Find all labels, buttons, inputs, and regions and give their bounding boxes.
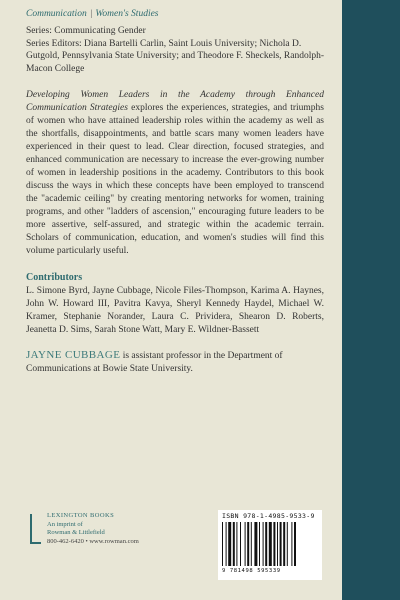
subject-categories (26, 8, 324, 20)
contributors-heading: Contributors (26, 272, 83, 283)
publisher-contact: 800-462-6420 • www.rowman.com (47, 537, 139, 545)
publisher-name: LEXINGTON BOOKS (47, 512, 115, 519)
contributors-list: L. Simone Byrd, Jayne Cubbage, Nicole Files-Thompson, Karima A. Haynes, John W. Howard III, Pavitra Kavya, Sheryl Kennedy Haydel, Michael W. Kramer, Stephanie Norander, Laura C. Prividera, Shearon D. Roberts, Jeanetta D. Sims, Sarah Stone Watt, Mary E. Wildner-Bassett (26, 286, 324, 335)
category-separator: | (89, 9, 93, 19)
book-title: Developing Women Leaders in the Academy through Enhanced Communication Strategies (26, 90, 324, 113)
series-info (26, 25, 324, 75)
publisher-block (30, 512, 170, 546)
barcode-digits: 9 781498 595339 (222, 568, 281, 574)
author-bio (26, 349, 324, 376)
imprint-line-2: Rowman & Littlefield (47, 529, 105, 536)
author-bio-text: is assistant professor in the Department of Communications at Bowie State University. (26, 351, 283, 374)
spine-band (342, 0, 400, 600)
author-name: JAYNE CUBBAGE (26, 349, 121, 361)
isbn-text: ISBN 978-1-4985-9533-9 (222, 512, 315, 520)
cover-content (26, 8, 324, 376)
description-text: explores the experiences, strategies, and triumphs of women who have attained leadership roles within the academy as well as the shortfalls, disappointments, and battle scars many women leaders have experienced in their quest to lead. Clear direction, focused strategies, and enhanced communication are necessary to increase the ever-growing number of women in leadership positions in the academy. Contributors to this book discuss the ways in which these concepts have been employed to transcend the "academic ceiling" by creating mentoring networks for women, training programs, and other "ladders of ascension," encouraging future leaders to be more assertive, self-assured, and strategic within the academic terrain. Scholars of communication, education, and women's studies will find this volume particularly useful. (26, 103, 324, 256)
series-editors: Series Editors: Diana Bartelli Carlin, Saint Louis University; Nichola D. Gutgold, Pennsylvania State University; and Theodore F. Sheckels, Randolph-Macon College (26, 38, 325, 74)
publisher-logo-icon (30, 514, 41, 544)
barcode-block (218, 510, 322, 580)
category-primary: Communication (26, 9, 87, 19)
book-description (26, 89, 324, 258)
imprint-line-1: An imprint of (47, 520, 83, 528)
series-line: Series: Communicating Gender (26, 26, 146, 36)
barcode-icon (222, 522, 318, 566)
category-secondary: Women's Studies (95, 9, 159, 19)
